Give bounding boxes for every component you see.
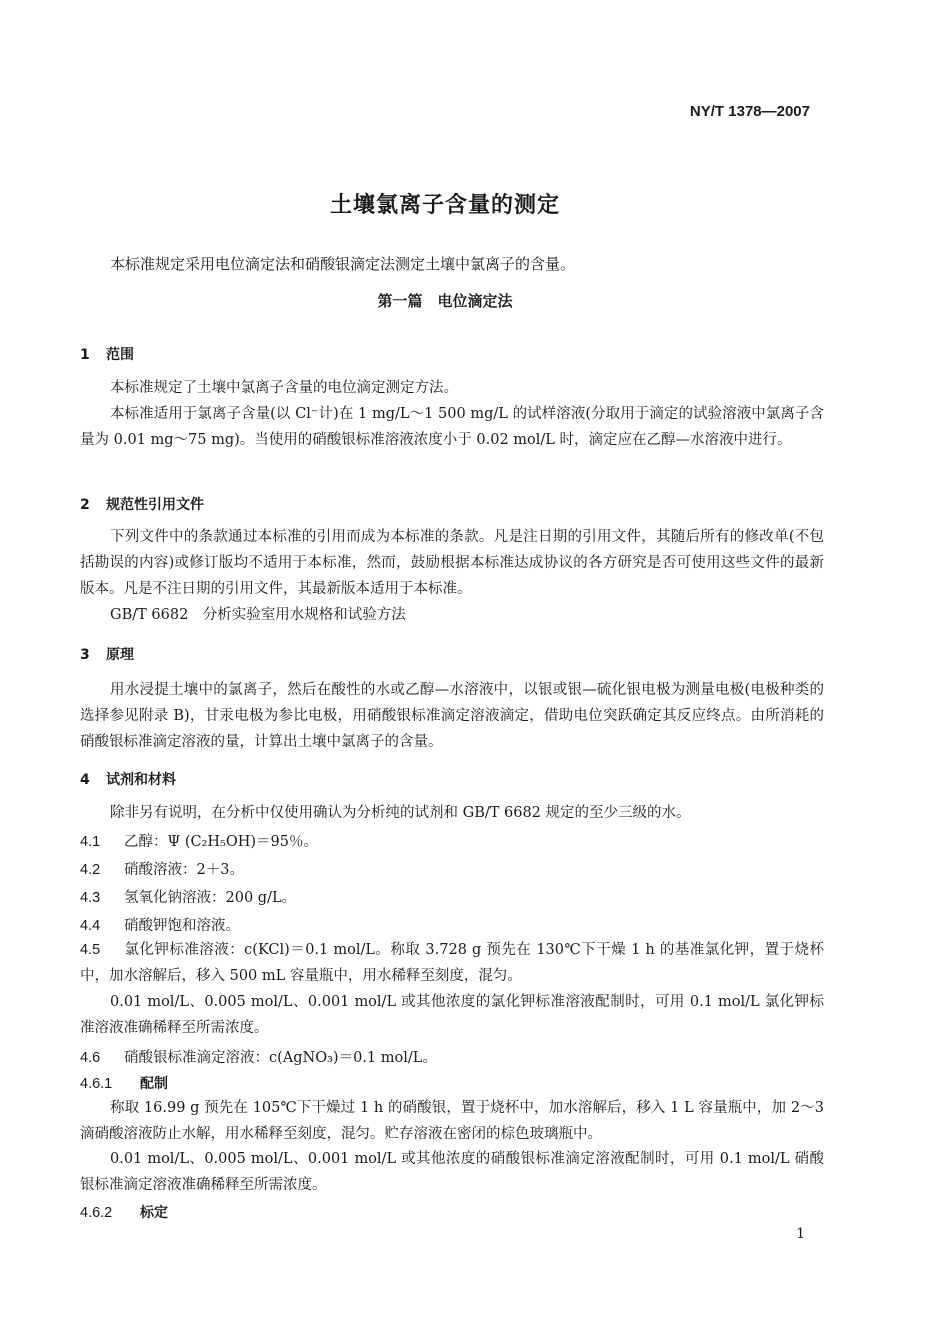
section-number: 4 bbox=[80, 772, 90, 788]
section-number: 2 bbox=[80, 497, 90, 513]
item-4-6: 4.6 硝酸银标准滴定溶液：c(AgNO₃)＝0.1 mol/L。 bbox=[80, 1050, 437, 1066]
item-4-5-paragraph-2: 0.01 mol/L、0.005 mol/L、0.001 mol/L 或其他浓度的氯化钾标准溶液配制时，可用 0.1 mol/L 氯化钾标准溶液准确稀释至所需浓度。 bbox=[80, 994, 824, 1036]
item-4-1: 4.1 乙醇：Ψ (C₂H₅OH)＝95％。 bbox=[80, 834, 318, 850]
item-4-5 bbox=[80, 937, 824, 989]
section-number: 1 bbox=[80, 347, 90, 363]
item-4-3: 4.3 氢氧化钠溶液：200 g/L。 bbox=[80, 890, 297, 906]
section-1-paragraph-2: 本标准适用于氯离子含量(以 Cl⁻计)在 1 mg/L～1 500 mg/L 的试样溶液(分取用于滴定的试验溶液中氯离子含量为 0.01 mg～75 mg)。当使用的硝酸银标准溶液浓度小于 0.02 mol/L 时，滴定应在乙醇—水溶液中进行。 bbox=[80, 406, 824, 448]
item-4-4: 4.4 硝酸钾饱和溶液。 bbox=[80, 918, 240, 934]
part-title: 第一篇 电位滴定法 bbox=[377, 292, 513, 310]
section-2-paragraph-1: 下列文件中的条款通过本标准的引用而成为本标准的条款。凡是注日期的引用文件，其随后所有的修改单(不包括勘误的内容)或修订版均不适用于本标准，然而，鼓励根据本标准达成协议的各方研究是否可使用这些文件的最新版本。凡是不注日期的引用文件，其最新版本适用于本标准。 bbox=[80, 529, 824, 597]
item-4-2: 4.2 硝酸溶液：2＋3。 bbox=[80, 862, 244, 878]
item-4-6-1-heading: 4.6.1 配制 bbox=[80, 1076, 168, 1092]
section-3-paragraph-1: 用水浸提土壤中的氯离子，然后在酸性的水或乙醇—水溶液中，以银或银—硫化银电极为测量电极(电极种类的选择参见附录 B)，甘汞电极为参比电极，用硝酸银标准滴定溶液滴定，借助电位突跃确定其反应终点。由所消耗的硝酸银标准滴定溶液的量，计算出土壤中氯离子的含量。 bbox=[80, 682, 824, 750]
item-number: 4.5 bbox=[80, 942, 101, 958]
section-number: 3 bbox=[80, 647, 90, 663]
section-title: 试剂和材料 bbox=[106, 772, 176, 788]
section-title: 规范性引用文件 bbox=[106, 497, 204, 513]
section-4-paragraph-1: 除非另有说明，在分析中仅使用确认为分析纯的试剂和 GB/T 6682 规定的至少三级的水。 bbox=[110, 805, 691, 821]
section-title: 原理 bbox=[106, 647, 134, 663]
item-4-6-1-paragraph-1: 称取 16.99 g 预先在 105℃下干燥过 1 h 的硝酸银，置于烧杯中，加水溶解后，移入 1 L 容量瓶中，加 2～3 滴硝酸溶液防止水解，用水稀释至刻度，混匀。贮存溶液在密闭的棕色玻璃瓶中。 bbox=[80, 1100, 824, 1142]
section-4-heading bbox=[80, 769, 176, 789]
item-4-6-1-paragraph-2: 0.01 mol/L、0.005 mol/L、0.001 mol/L 或其他浓度的硝酸银标准滴定溶液配制时，可用 0.1 mol/L 硝酸银标准滴定溶液准确稀释至所需浓度。 bbox=[80, 1151, 824, 1193]
document-title: 土壤氯离子含量的测定 bbox=[329, 193, 560, 218]
normative-reference: GB/T 6682 分析实验室用水规格和试验方法 bbox=[110, 607, 406, 623]
item-4-6-2-heading: 4.6.2 标定 bbox=[80, 1205, 168, 1221]
item-text: 氯化钾标准溶液：c(KCl)＝0.1 mol/L。称取 3.728 g 预先在 130℃下干燥 1 h 的基准氯化钾，置于烧杯中，加水溶解后，移入 500 mL 容量瓶中，用水稀释至刻度，混匀。 bbox=[80, 942, 824, 984]
section-1-paragraph-1: 本标准规定了土壤中氯离子含量的电位滴定测定方法。 bbox=[110, 380, 458, 396]
page-number: 1 bbox=[796, 1226, 805, 1242]
intro-paragraph: 本标准规定采用电位滴定法和硝酸银滴定法测定土壤中氯离子的含量。 bbox=[110, 255, 576, 273]
standard-code: NY/T 1378—2007 bbox=[689, 103, 810, 120]
section-2-heading bbox=[80, 494, 204, 514]
section-3-heading bbox=[80, 644, 134, 664]
section-title: 范围 bbox=[106, 347, 134, 363]
section-1-heading bbox=[80, 344, 134, 364]
